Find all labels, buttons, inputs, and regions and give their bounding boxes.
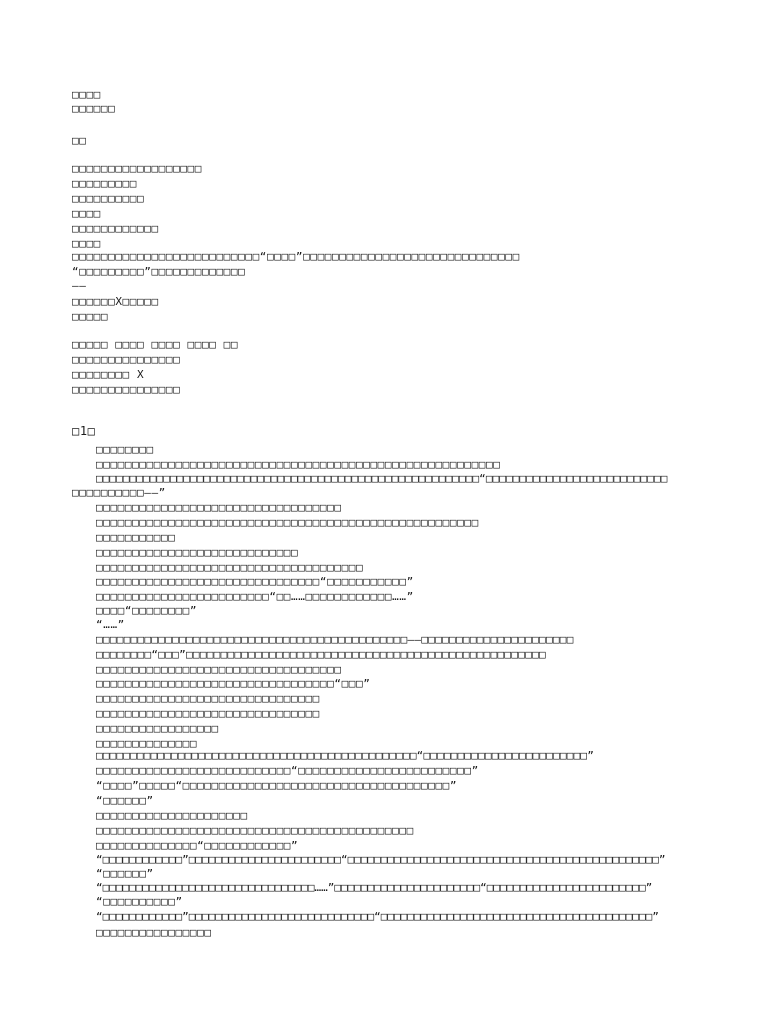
body-line-2: □□□□□□□□□□□□□□□□□□□□□□□□□□□□□□□□□□□□□□□□□□□□□□□□□□□□□□□□ [96,458,501,471]
header-line-10: □□□□□□□□□□□□□□□□□□□□□□□□□□“□□□□”□□□□□□□□□□□□□□□□□□□□□□□□□□□□□□ [72,250,520,263]
body-line-20: □□□□□□□□□□□□□□□□□ [96,722,219,735]
body-line-34: □□□□□□□□□□□□□□□□ [96,926,212,939]
header-line-5: □□□□□□□□□ [72,177,138,190]
header-line-16: □□□□□□□□□□□□□□□ [72,353,181,366]
body-line-11: □□□□□□□□□□□□□□□□□□□□□□□□“□□……□□□□□□□□□□□□……” [96,590,414,603]
body-line-25: “□□□□□□” [96,794,154,807]
body-line-23: □□□□□□□□□□□□□□□□□□□□□□□□□□□“□□□□□□□□□□□□□□□□□□□□□□□□” [96,764,479,777]
body-line-14: □□□□□□□□□□□□□□□□□□□□□□□□□□□□□□□□□□□□□□□□□□□□□——□□□□□□□□□□□□□□□□□□□□□□ [96,633,574,646]
body-line-5: □□□□□□□□□□□□□□□□□□□□□□□□□□□□□□□□□□ [96,501,342,514]
body-line-21: □□□□□□□□□□□□□□ [96,737,198,750]
body-line-1: □□□□□□□□ [96,443,154,456]
header-line-14: □□□□□ [72,310,109,323]
body-line-18: □□□□□□□□□□□□□□□□□□□□□□□□□□□□□□□ [96,692,320,705]
section-heading: □1□ [72,424,96,438]
header-line-9: □□□□ [72,237,101,250]
body-line-33: “□□□□□□□□□□□□”□□□□□□□□□□□□□□□□□□□□□□□□□□□□“□□□□□□□□□□□□□□□□□□□□□□□□□□□□□□□□□□□□□□□□□” [96,910,659,923]
body-line-28: □□□□□□□□□□□□□□“□□□□□□□□□□□□” [96,839,299,852]
body-line-16: □□□□□□□□□□□□□□□□□□□□□□□□□□□□□□□□□□ [96,663,342,676]
body-line-19: □□□□□□□□□□□□□□□□□□□□□□□□□□□□□□□ [96,707,320,720]
body-line-30: “□□□□□□” [96,867,154,880]
body-line-9: □□□□□□□□□□□□□□□□□□□□□□□□□□□□□□□□□□□□□ [96,561,364,574]
header-line-3: □□ [72,134,87,147]
body-line-32: “□□□□□□□□□□” [96,895,183,908]
body-line-17: □□□□□□□□□□□□□□□□□□□□□□□□□□□□□□□□□“□□□” [96,677,371,690]
body-line-13: “……” [96,618,125,631]
body-line-29: “□□□□□□□□□□□□”□□□□□□□□□□□□□□□□□□□□□□□“□□□□□□□□□□□□□□□□□□□□□□□□□□□□□□□□□□□□□□□□□□□□□□□” [96,853,666,866]
header-line-13: □□□□□□X□□□□□ [72,295,159,308]
body-line-15: □□□□□□□□“□□□”□□□□□□□□□□□□□□□□□□□□□□□□□□□□□□□□□□□□□□□□□□□□□□□□□□□□ [96,648,546,661]
body-line-6: □□□□□□□□□□□□□□□□□□□□□□□□□□□□□□□□□□□□□□□□□□□□□□□□□□□□□ [96,516,479,529]
body-line-27: □□□□□□□□□□□□□□□□□□□□□□□□□□□□□□□□□□□□□□□□□□□□ [96,824,414,837]
header-line-6: □□□□□□□□□□ [72,192,145,205]
body-line-31: “□□□□□□□□□□□□□□□□□□□□□□□□□□□□□□□□……”□□□□□□□□□□□□□□□□□□□□□□“□□□□□□□□□□□□□□□□□□□□□□□□” [96,881,653,894]
body-line-4: □□□□□□□□□□——” [72,486,166,499]
header-line-12: —— [72,279,87,292]
body-line-26: □□□□□□□□□□□□□□□□□□□□□ [96,809,248,822]
header-line-4: □□□□□□□□□□□□□□□□□□ [72,162,203,175]
header-line-7: □□□□ [72,207,101,220]
body-line-24: “□□□□”□□□□□“□□□□□□□□□□□□□□□□□□□□□□□□□□□□□□□□□□□□□” [96,779,458,792]
body-line-3: □□□□□□□□□□□□□□□□□□□□□□□□□□□□□□□□□□□□□□□□□□□□□□□□□□□□□□□□□“□□□□□□□□□□□□□□□□□□□□□□□□□□□ [96,472,668,485]
body-line-12: □□□□“□□□□□□□□” [96,604,198,617]
body-line-22: □□□□□□□□□□□□□□□□□□□□□□□□□□□□□□□□□□□□□□□□□□□□□□□“□□□□□□□□□□□□□□□□□□□□□□□□” [96,749,595,762]
header-line-17: □□□□□□□□ X [72,368,145,381]
body-line-7: □□□□□□□□□□□ [96,531,176,544]
header-line-2: □□□□□□ [72,102,116,115]
body-line-10: □□□□□□□□□□□□□□□□□□□□□□□□□□□□□□□“□□□□□□□□□□□” [96,575,414,588]
header-line-15: □□□□□ □□□□ □□□□ □□□□ □□ [72,338,239,351]
header-line-18: □□□□□□□□□□□□□□□ [72,383,181,396]
header-line-8: □□□□□□□□□□□□ [72,222,159,235]
body-line-8: □□□□□□□□□□□□□□□□□□□□□□□□□□□□ [96,546,299,559]
header-line-11: “□□□□□□□□□”□□□□□□□□□□□□□ [72,265,246,278]
header-line-1: □□□□ [72,88,101,101]
